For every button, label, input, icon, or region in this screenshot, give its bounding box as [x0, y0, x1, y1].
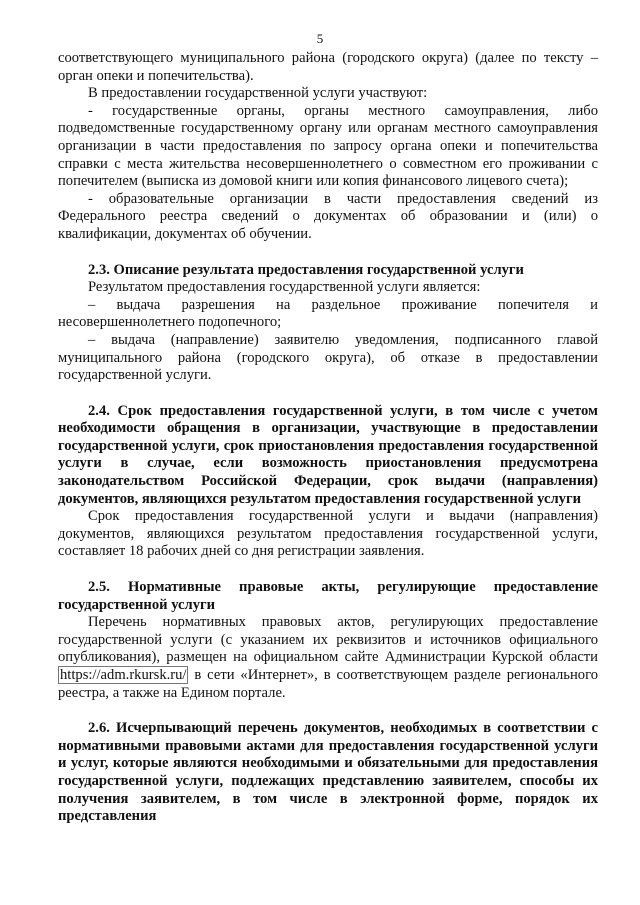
- section-2-3-paragraph-3: – выдача (направление) заявителю уведомления, подписанного главой муниципального района (городского округа), об отказе в предоставлении государственной услуги.: [58, 331, 598, 384]
- paragraph-participants-intro: В предоставлении государственной услуги участвуют:: [88, 85, 428, 102]
- spacer: [58, 244, 598, 262]
- spacer: [58, 702, 598, 720]
- spacer: [58, 385, 598, 403]
- paragraph-participant-gov-bodies: - государственные органы, органы местного самоуправления, либо подведомственные государственному органу или органам местного самоуправления организации в части предоставления по запросу органа опеки и попечительства справки с места жительства несовершеннолетнего о совместном его проживании с попечителем (выписка из домовой книги или копия финансового лицевого счета);: [58, 102, 598, 190]
- section-2-6-heading: 2.6. Исчерпывающий перечень документов, необходимых в соответствии с нормативными правовыми актами для предоставления государственной услуги и услуг, которые являются необходимыми и обязательными для предоставления государственной услуги, подлежащих представлению заявителем, способы их получения заявителем, в том числе в электронной форме, порядок их представления: [58, 720, 598, 825]
- section-2-3-heading: 2.3. Описание результата предоставления государственной услуги: [88, 261, 524, 278]
- section-2-5-paragraph-1: [58, 614, 598, 702]
- paragraph-participant-education: - образовательные организации в части предоставления сведений из Федерального реестра сведений о документах об образовании и (или) о квалификации, документах об обучении.: [58, 190, 598, 242]
- page-number: 5: [316, 31, 324, 46]
- section-2-5-heading: 2.5. Нормативные правовые акты, регулирующие предоставление государственной услуги: [58, 579, 598, 613]
- section-2-5-text-after-link: в сети «Интернет», в соответствующем разделе регионального реестра, а также на Едином портале.: [58, 667, 598, 701]
- section-2-5-text-before-link: Перечень нормативных правовых актов, регулирующих предоставление государственной услуги (с указанием их реквизитов и источников официального опубликования), размещен на официальном сайте Администрации Курской области: [58, 614, 598, 666]
- spacer: [58, 561, 598, 579]
- section-2-4-paragraph-1: Срок предоставления государственной услуги и выдачи (направления) документов, являющихся результатом предоставления государственной услуги, составляет 18 рабочих дней со дня регистрации заявления.: [58, 508, 598, 560]
- document-body: [58, 50, 598, 826]
- paragraph-continuation: соответствующего муниципального района (городского округа) (далее по тексту – орган опеки и попечительства).: [58, 50, 598, 84]
- section-2-4-heading: 2.4. Срок предоставления государственной услуги, в том числе с учетом необходимости обращения в организации, участвующие в предоставлении государственной услуги, срок приостановления предоставления государственной услуги в случае, если возможность приостановления предусмотрена законодательством Российской Федерации, срок выдачи (направления) документов, являющихся результатом предоставления государственной услуги: [58, 402, 598, 507]
- section-2-3-paragraph-2: – выдача разрешения на раздельное проживание попечителя и несовершеннолетнего подопечного;: [58, 296, 598, 331]
- official-site-link[interactable]: https://adm.rkursk.ru/: [60, 667, 187, 683]
- section-2-3-paragraph-1: Результатом предоставления государственной услуги является:: [88, 279, 481, 296]
